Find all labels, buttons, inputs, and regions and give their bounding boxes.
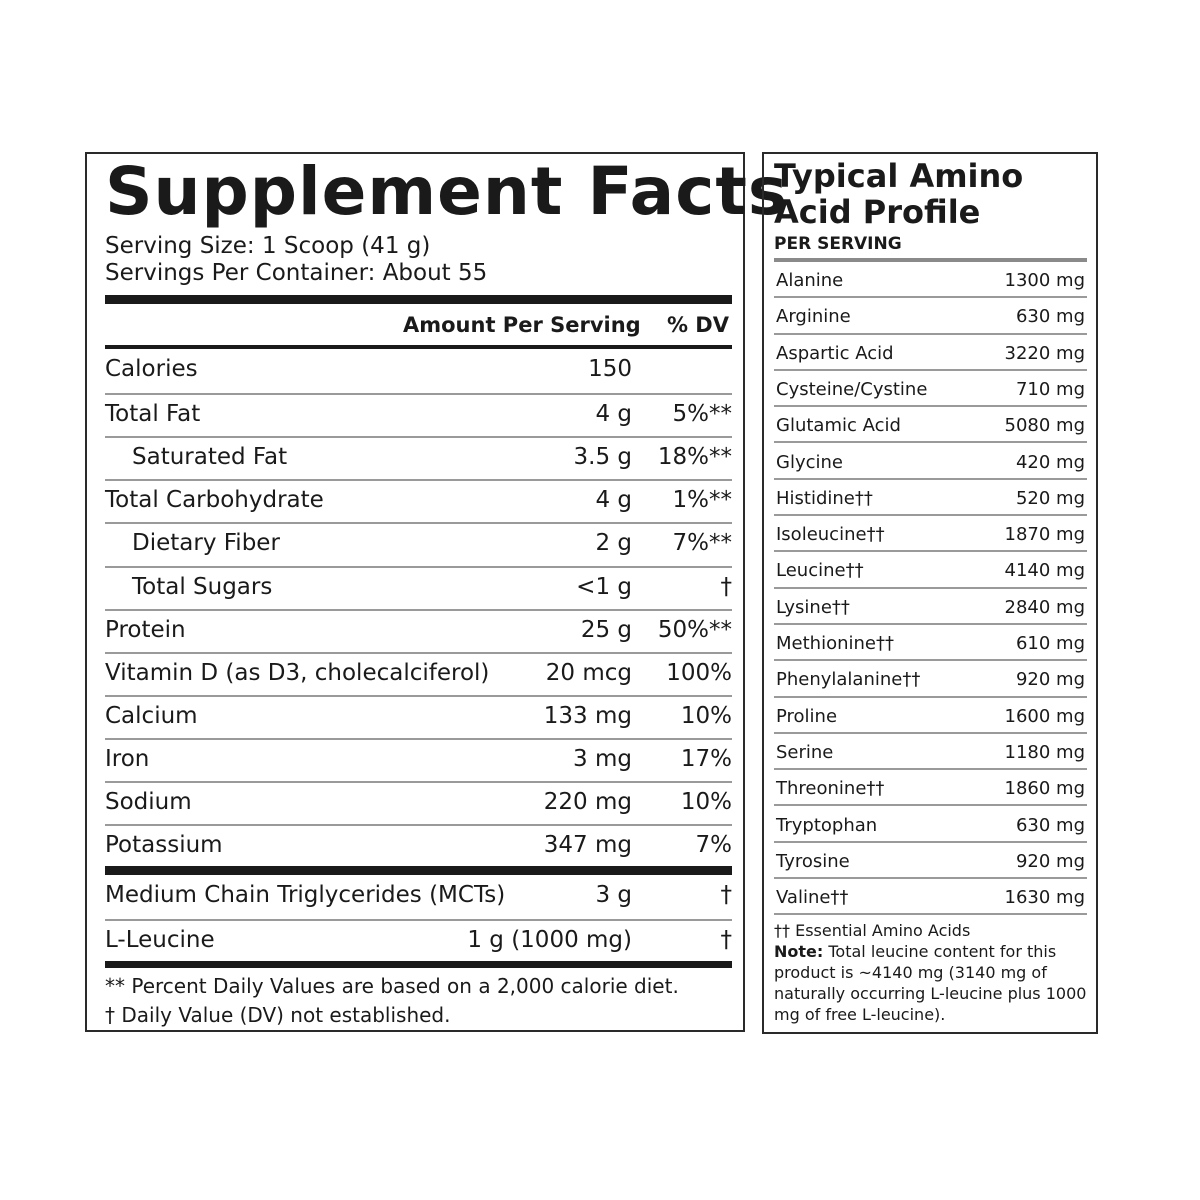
nutrient-row: [105, 695, 732, 738]
nutrient-row: [105, 781, 732, 824]
nutrient-amount: 220 mg: [543, 789, 632, 815]
nutrient-dv: 10%: [680, 789, 732, 815]
amino-name: Aspartic Acid: [776, 342, 894, 364]
thick-divider: [105, 866, 732, 875]
thick-divider: [105, 961, 732, 968]
ingredient-dv: †: [720, 882, 732, 908]
nutrient-dv: †: [720, 573, 732, 600]
nutrient-row: [105, 738, 732, 781]
supplement-facts-title: Supplement Facts: [105, 153, 789, 230]
amino-row: [774, 879, 1087, 915]
amino-row: [774, 661, 1087, 697]
amino-amount: 710 mg: [1015, 378, 1085, 400]
nutrient-amount: <1 g: [576, 573, 632, 600]
amino-row: [774, 516, 1087, 552]
nutrient-dv: 100%: [666, 659, 732, 686]
amino-name: Glutamic Acid: [776, 415, 901, 437]
amino-row: [774, 444, 1087, 480]
dv-header: % DV: [666, 313, 729, 337]
amino-amount: 1300 mg: [1004, 270, 1085, 291]
amino-name: Lysine††: [776, 596, 850, 618]
amino-amount: 4140 mg: [1004, 560, 1085, 582]
nutrient-name: Total Sugars: [132, 573, 273, 600]
nutrient-amount: 133 mg: [543, 702, 632, 729]
nutrient-name: Calcium: [105, 702, 198, 729]
amino-name: Alanine: [776, 270, 844, 291]
nutrient-row: [105, 436, 732, 479]
amino-amount: 630 mg: [1015, 814, 1085, 836]
supplement-facts-panel: [85, 152, 789, 1032]
nutrient-dv: 1%**: [672, 487, 732, 514]
amino-row: [774, 262, 1087, 298]
nutrient-row: [105, 609, 732, 652]
nutrient-amount: 25 g: [580, 616, 632, 643]
amino-amount: 520 mg: [1015, 487, 1085, 509]
amino-amount: 1870 mg: [1004, 524, 1085, 546]
nutrient-row: [105, 522, 732, 565]
footnote-percent-dv: ** Percent Daily Values are based on a 2,000 calorie diet.: [105, 974, 679, 998]
nutrient-amount: 150: [588, 356, 632, 382]
amino-amount: 630 mg: [1015, 306, 1085, 328]
amount-per-serving-header: Amount Per Serving: [403, 313, 641, 337]
amino-row: [774, 298, 1087, 334]
nutrient-amount: 4 g: [595, 401, 632, 428]
nutrient-name: Dietary Fiber: [132, 530, 280, 557]
amino-name: Methionine††: [776, 633, 894, 654]
nutrient-name: Potassium: [105, 832, 223, 859]
nutrient-name: Iron: [105, 745, 150, 772]
amino-name: Phenylalanine††: [776, 669, 921, 691]
amino-row: [774, 407, 1087, 443]
amino-row: [774, 371, 1087, 407]
amino-amount: 3220 mg: [1004, 342, 1085, 364]
amino-amount: 920 mg: [1015, 850, 1085, 872]
nutrient-amount: 3.5 g: [573, 444, 632, 471]
amino-name: Proline: [776, 705, 838, 727]
amino-row: [774, 698, 1087, 734]
thick-divider: [105, 295, 732, 304]
nutrient-name: Sodium: [105, 789, 192, 815]
ingredient-amount: 3 g: [595, 882, 632, 908]
nutrient-row: [105, 350, 732, 393]
amino-row: [774, 770, 1087, 806]
serving-size: Serving Size: 1 Scoop (41 g): [105, 233, 431, 259]
amino-name: Threonine††: [776, 778, 885, 800]
amino-name: Serine: [776, 741, 834, 763]
amino-row: [774, 589, 1087, 625]
amino-row: [774, 734, 1087, 770]
ingredient-dv: †: [720, 927, 732, 953]
nutrient-name: Total Fat: [105, 401, 201, 428]
amino-name: Leucine††: [776, 560, 864, 582]
nutrient-name: Total Carbohydrate: [105, 487, 324, 514]
amino-amount: 5080 mg: [1004, 415, 1085, 437]
amino-name: Glycine: [776, 451, 843, 473]
nutrient-amount: 347 mg: [543, 832, 632, 859]
nutrient-dv: 7%**: [672, 530, 732, 557]
nutrient-dv: 7%: [695, 832, 732, 859]
amino-row: [774, 625, 1087, 661]
additional-ingredient-row: [105, 876, 732, 919]
nutrient-dv: 50%**: [657, 616, 732, 643]
nutrient-dv: 10%: [680, 702, 732, 729]
amino-title-line2: Acid Profile: [774, 193, 981, 231]
amino-name: Arginine: [776, 306, 851, 328]
nutrient-name: Saturated Fat: [132, 444, 288, 471]
ingredient-name: L-Leucine: [105, 927, 215, 953]
amino-row: [774, 843, 1087, 879]
nutrient-row: [105, 479, 732, 522]
nutrient-row: [105, 824, 732, 867]
note-text: Total leucine content for this product is ~4140 mg (3140 mg of naturally occurring L-leucine plus 1000 mg of free L-leucine).: [774, 942, 1087, 1024]
nutrient-amount: 2 g: [595, 530, 632, 557]
amino-row: [774, 807, 1087, 843]
amino-amount: 1600 mg: [1004, 705, 1085, 727]
amino-name: Valine††: [776, 887, 849, 909]
nutrient-name: Calories: [105, 356, 198, 382]
essential-amino-note: †† Essential Amino Acids: [774, 921, 971, 940]
amino-row: [774, 480, 1087, 516]
nutrient-row: [105, 652, 732, 695]
nutrient-dv: 17%: [680, 745, 732, 772]
amino-name: Cysteine/Cystine: [776, 378, 928, 400]
nutrient-row: [105, 566, 732, 609]
note-label: Note:: [774, 942, 824, 961]
nutrient-amount: 4 g: [595, 487, 632, 514]
amino-acid-profile-panel: [762, 152, 1098, 1034]
nutrient-amount: 3 mg: [573, 745, 632, 772]
nutrient-name: Vitamin D (as D3, cholecalciferol): [105, 659, 490, 686]
nutrient-row: [105, 393, 732, 436]
header-divider: [105, 345, 732, 349]
amino-row: [774, 552, 1087, 588]
amino-amount: 1630 mg: [1004, 887, 1085, 909]
leucine-note: [774, 941, 1092, 1025]
amino-amount: 420 mg: [1015, 451, 1085, 473]
additional-ingredient-row: [105, 919, 732, 962]
amino-amount: 920 mg: [1015, 669, 1085, 691]
amino-amount: 1180 mg: [1004, 741, 1085, 763]
ingredient-name: Medium Chain Triglycerides (MCTs): [105, 882, 506, 908]
nutrient-dv: 18%**: [657, 444, 732, 471]
servings-per-container: Servings Per Container: About 55: [105, 260, 488, 286]
nutrient-name: Protein: [105, 616, 186, 643]
footnote-dv-not-established: † Daily Value (DV) not established.: [105, 1003, 451, 1027]
amino-name: Tyrosine: [776, 850, 850, 872]
amino-title-line1: Typical Amino: [774, 157, 1024, 195]
amino-name: Histidine††: [776, 487, 873, 509]
amino-row: [774, 335, 1087, 371]
amino-name: Isoleucine††: [776, 524, 885, 546]
amino-amount: 1860 mg: [1004, 778, 1085, 800]
ingredient-amount: 1 g (1000 mg): [467, 927, 632, 953]
amino-name: Tryptophan: [776, 814, 878, 836]
amino-amount: 610 mg: [1015, 633, 1085, 654]
amino-amount: 2840 mg: [1004, 596, 1085, 618]
nutrient-amount: 20 mcg: [545, 659, 632, 686]
per-serving-label: PER SERVING: [774, 234, 902, 254]
nutrient-dv: 5%**: [672, 401, 732, 428]
